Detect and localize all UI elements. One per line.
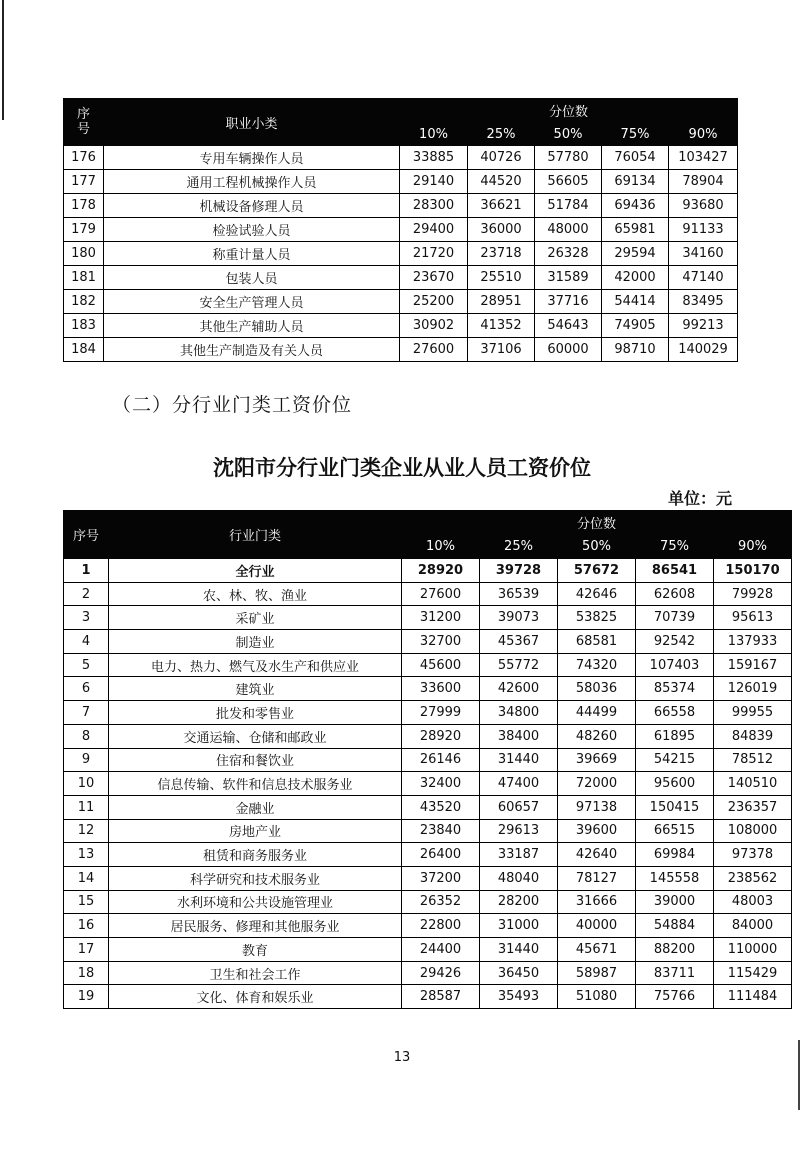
- row-value: 47140: [669, 266, 738, 290]
- row-seq: 15: [64, 890, 109, 914]
- row-value: 58987: [558, 961, 636, 985]
- row-value: 25200: [400, 290, 468, 314]
- row-name: 机械设备修理人员: [104, 194, 400, 218]
- row-value: 36621: [468, 194, 535, 218]
- row-seq: 182: [64, 290, 104, 314]
- row-value: 42646: [558, 582, 636, 606]
- row-value: 39728: [480, 559, 558, 583]
- row-value: 70739: [636, 606, 714, 630]
- table-row: [64, 748, 792, 772]
- row-value: 28300: [400, 194, 468, 218]
- row-name: 电力、热力、燃气及水生产和供应业: [109, 653, 402, 677]
- table-row: [64, 606, 792, 630]
- row-value: 33885: [400, 146, 468, 170]
- row-value: 55772: [480, 653, 558, 677]
- row-seq: 18: [64, 961, 109, 985]
- row-name: 交通运输、仓储和邮政业: [109, 724, 402, 748]
- row-value: 28920: [402, 559, 480, 583]
- table-row: [64, 701, 792, 725]
- row-name: 全行业: [109, 559, 402, 583]
- header-percentile: 75%: [636, 535, 714, 559]
- table-row: [64, 961, 792, 985]
- row-name: 通用工程机械操作人员: [104, 170, 400, 194]
- row-value: 29140: [400, 170, 468, 194]
- table-row: [64, 266, 738, 290]
- row-value: 33600: [402, 677, 480, 701]
- row-value: 37106: [468, 338, 535, 362]
- row-value: 48003: [714, 890, 792, 914]
- row-value: 39600: [558, 819, 636, 843]
- table-title: 沈阳市分行业门类企业从业人员工资价位: [213, 456, 591, 480]
- row-value: 85374: [636, 677, 714, 701]
- row-seq: 9: [64, 748, 109, 772]
- row-value: 30902: [400, 314, 468, 338]
- table-row: [64, 914, 792, 938]
- row-value: 51080: [558, 985, 636, 1009]
- table-row: [64, 242, 738, 266]
- table-row: [64, 843, 792, 867]
- row-value: 42000: [602, 266, 669, 290]
- table-row: [64, 890, 792, 914]
- row-value: 25510: [468, 266, 535, 290]
- row-value: 95600: [636, 772, 714, 796]
- row-value: 103427: [669, 146, 738, 170]
- row-value: 40726: [468, 146, 535, 170]
- header-category: 职业小类: [104, 99, 400, 146]
- row-value: 83711: [636, 961, 714, 985]
- row-value: 36539: [480, 582, 558, 606]
- table-row: [64, 724, 792, 748]
- row-seq: 10: [64, 772, 109, 796]
- row-value: 29426: [402, 961, 480, 985]
- row-value: 31440: [480, 748, 558, 772]
- row-value: 74320: [558, 653, 636, 677]
- page-number: 13: [393, 1050, 411, 1065]
- row-value: 92542: [636, 630, 714, 654]
- row-value: 48260: [558, 724, 636, 748]
- row-value: 28920: [402, 724, 480, 748]
- table-row: [64, 559, 792, 583]
- row-name: 房地产业: [109, 819, 402, 843]
- occupation-wage-table: [63, 98, 738, 362]
- row-value: 62608: [636, 582, 714, 606]
- row-value: 86541: [636, 559, 714, 583]
- row-value: 79928: [714, 582, 792, 606]
- row-seq: 13: [64, 843, 109, 867]
- row-value: 37716: [535, 290, 602, 314]
- row-seq: 180: [64, 242, 104, 266]
- row-value: 31000: [480, 914, 558, 938]
- table-row: [64, 795, 792, 819]
- row-value: 78512: [714, 748, 792, 772]
- table-row: [64, 819, 792, 843]
- row-name: 信息传输、软件和信息技术服务业: [109, 772, 402, 796]
- row-value: 26328: [535, 242, 602, 266]
- row-name: 批发和零售业: [109, 701, 402, 725]
- row-value: 74905: [602, 314, 669, 338]
- row-value: 32400: [402, 772, 480, 796]
- row-seq: 181: [64, 266, 104, 290]
- row-seq: 14: [64, 866, 109, 890]
- row-value: 31589: [535, 266, 602, 290]
- row-value: 31666: [558, 890, 636, 914]
- row-value: 32700: [402, 630, 480, 654]
- row-seq: 8: [64, 724, 109, 748]
- row-value: 150170: [714, 559, 792, 583]
- row-value: 41352: [468, 314, 535, 338]
- header-seq: 序号: [64, 511, 109, 559]
- row-value: 150415: [636, 795, 714, 819]
- table-row: [64, 630, 792, 654]
- row-value: 39669: [558, 748, 636, 772]
- row-name: 卫生和社会工作: [109, 961, 402, 985]
- header-percentile-group: 分位数: [402, 511, 792, 535]
- industry-wage-table: [63, 510, 792, 1009]
- table-row: [64, 938, 792, 962]
- row-value: 28587: [402, 985, 480, 1009]
- row-name: 检验试验人员: [104, 218, 400, 242]
- header-percentile: 25%: [480, 535, 558, 559]
- table-row: [64, 314, 738, 338]
- row-value: 69134: [602, 170, 669, 194]
- row-value: 145558: [636, 866, 714, 890]
- row-value: 66558: [636, 701, 714, 725]
- table-row: [64, 218, 738, 242]
- row-name: 水利环境和公共设施管理业: [109, 890, 402, 914]
- row-value: 38400: [480, 724, 558, 748]
- row-value: 91133: [669, 218, 738, 242]
- row-value: 61895: [636, 724, 714, 748]
- row-value: 97138: [558, 795, 636, 819]
- row-value: 47400: [480, 772, 558, 796]
- row-seq: 179: [64, 218, 104, 242]
- row-value: 72000: [558, 772, 636, 796]
- row-value: 29594: [602, 242, 669, 266]
- section-title: （二）分行业门类工资价位: [112, 394, 353, 416]
- table-row: [64, 582, 792, 606]
- header-seq: 序号: [64, 99, 104, 146]
- row-value: 45367: [480, 630, 558, 654]
- row-name: 其他生产制造及有关人员: [104, 338, 400, 362]
- row-seq: 178: [64, 194, 104, 218]
- row-name: 安全生产管理人员: [104, 290, 400, 314]
- row-value: 48040: [480, 866, 558, 890]
- row-value: 44499: [558, 701, 636, 725]
- table-row: [64, 170, 738, 194]
- header-percentile: 10%: [402, 535, 480, 559]
- row-value: 54884: [636, 914, 714, 938]
- table-row: [64, 653, 792, 677]
- row-value: 51784: [535, 194, 602, 218]
- row-seq: 11: [64, 795, 109, 819]
- row-value: 22800: [402, 914, 480, 938]
- row-value: 24400: [402, 938, 480, 962]
- row-value: 39000: [636, 890, 714, 914]
- row-value: 37200: [402, 866, 480, 890]
- row-value: 26400: [402, 843, 480, 867]
- header-percentile: 25%: [468, 123, 535, 146]
- row-name: 金融业: [109, 795, 402, 819]
- row-value: 137933: [714, 630, 792, 654]
- row-value: 26352: [402, 890, 480, 914]
- table-row: [64, 985, 792, 1009]
- row-value: 95613: [714, 606, 792, 630]
- row-value: 42640: [558, 843, 636, 867]
- row-name: 称重计量人员: [104, 242, 400, 266]
- row-value: 45671: [558, 938, 636, 962]
- row-value: 159167: [714, 653, 792, 677]
- row-value: 68581: [558, 630, 636, 654]
- header-percentile: 90%: [669, 123, 738, 146]
- header-percentile: 50%: [558, 535, 636, 559]
- row-value: 108000: [714, 819, 792, 843]
- row-value: 115429: [714, 961, 792, 985]
- row-value: 84000: [714, 914, 792, 938]
- row-name: 住宿和餐饮业: [109, 748, 402, 772]
- row-seq: 19: [64, 985, 109, 1009]
- row-value: 23718: [468, 242, 535, 266]
- row-seq: 3: [64, 606, 109, 630]
- row-value: 97378: [714, 843, 792, 867]
- row-value: 57780: [535, 146, 602, 170]
- row-value: 99955: [714, 701, 792, 725]
- row-name: 专用车辆操作人员: [104, 146, 400, 170]
- row-value: 69984: [636, 843, 714, 867]
- row-value: 88200: [636, 938, 714, 962]
- row-name: 科学研究和技术服务业: [109, 866, 402, 890]
- row-value: 126019: [714, 677, 792, 701]
- row-value: 29400: [400, 218, 468, 242]
- table-row: [64, 677, 792, 701]
- table-row: [64, 194, 738, 218]
- row-name: 采矿业: [109, 606, 402, 630]
- row-value: 238562: [714, 866, 792, 890]
- row-value: 76054: [602, 146, 669, 170]
- row-value: 107403: [636, 653, 714, 677]
- row-value: 42600: [480, 677, 558, 701]
- row-value: 54643: [535, 314, 602, 338]
- table-row: [64, 866, 792, 890]
- row-value: 83495: [669, 290, 738, 314]
- row-name: 农、林、牧、渔业: [109, 582, 402, 606]
- row-value: 75766: [636, 985, 714, 1009]
- header-percentile-group: 分位数: [400, 99, 738, 123]
- row-seq: 183: [64, 314, 104, 338]
- row-value: 28200: [480, 890, 558, 914]
- row-name: 租赁和商务服务业: [109, 843, 402, 867]
- row-value: 54215: [636, 748, 714, 772]
- row-value: 54414: [602, 290, 669, 314]
- row-value: 60000: [535, 338, 602, 362]
- row-value: 39073: [480, 606, 558, 630]
- row-value: 78904: [669, 170, 738, 194]
- row-value: 23840: [402, 819, 480, 843]
- row-value: 34800: [480, 701, 558, 725]
- row-value: 60657: [480, 795, 558, 819]
- row-value: 93680: [669, 194, 738, 218]
- row-value: 29613: [480, 819, 558, 843]
- row-name: 其他生产辅助人员: [104, 314, 400, 338]
- row-seq: 176: [64, 146, 104, 170]
- row-seq: 2: [64, 582, 109, 606]
- row-value: 33187: [480, 843, 558, 867]
- row-value: 66515: [636, 819, 714, 843]
- row-value: 140510: [714, 772, 792, 796]
- row-seq: 5: [64, 653, 109, 677]
- row-value: 27600: [402, 582, 480, 606]
- row-value: 99213: [669, 314, 738, 338]
- row-value: 57672: [558, 559, 636, 583]
- row-value: 236357: [714, 795, 792, 819]
- header-percentile: 10%: [400, 123, 468, 146]
- row-value: 26146: [402, 748, 480, 772]
- row-value: 69436: [602, 194, 669, 218]
- header-percentile: 90%: [714, 535, 792, 559]
- row-name: 居民服务、修理和其他服务业: [109, 914, 402, 938]
- row-value: 45600: [402, 653, 480, 677]
- row-value: 140029: [669, 338, 738, 362]
- row-value: 56605: [535, 170, 602, 194]
- row-value: 31440: [480, 938, 558, 962]
- row-name: 建筑业: [109, 677, 402, 701]
- table-row: [64, 338, 738, 362]
- row-value: 36450: [480, 961, 558, 985]
- row-name: 文化、体育和娱乐业: [109, 985, 402, 1009]
- header-category: 行业门类: [109, 511, 402, 559]
- row-name: 教育: [109, 938, 402, 962]
- row-value: 21720: [400, 242, 468, 266]
- scan-edge-mark: [2, 0, 4, 120]
- row-value: 53825: [558, 606, 636, 630]
- row-value: 44520: [468, 170, 535, 194]
- row-value: 110000: [714, 938, 792, 962]
- row-value: 43520: [402, 795, 480, 819]
- row-name: 包装人员: [104, 266, 400, 290]
- row-value: 31200: [402, 606, 480, 630]
- row-seq: 6: [64, 677, 109, 701]
- row-value: 34160: [669, 242, 738, 266]
- unit-label: 单位：元: [667, 489, 732, 508]
- row-name: 制造业: [109, 630, 402, 654]
- row-value: 35493: [480, 985, 558, 1009]
- row-value: 27600: [400, 338, 468, 362]
- header-percentile: 75%: [602, 123, 669, 146]
- row-seq: 1: [64, 559, 109, 583]
- row-value: 36000: [468, 218, 535, 242]
- table-row: [64, 290, 738, 314]
- row-seq: 17: [64, 938, 109, 962]
- row-value: 28951: [468, 290, 535, 314]
- row-seq: 184: [64, 338, 104, 362]
- row-value: 48000: [535, 218, 602, 242]
- row-value: 98710: [602, 338, 669, 362]
- table-row: [64, 772, 792, 796]
- row-value: 84839: [714, 724, 792, 748]
- row-value: 111484: [714, 985, 792, 1009]
- row-value: 78127: [558, 866, 636, 890]
- row-value: 65981: [602, 218, 669, 242]
- row-seq: 7: [64, 701, 109, 725]
- row-value: 40000: [558, 914, 636, 938]
- row-seq: 4: [64, 630, 109, 654]
- row-seq: 12: [64, 819, 109, 843]
- row-value: 27999: [402, 701, 480, 725]
- row-value: 58036: [558, 677, 636, 701]
- row-value: 23670: [400, 266, 468, 290]
- table-row: [64, 146, 738, 170]
- row-seq: 177: [64, 170, 104, 194]
- header-percentile: 50%: [535, 123, 602, 146]
- row-seq: 16: [64, 914, 109, 938]
